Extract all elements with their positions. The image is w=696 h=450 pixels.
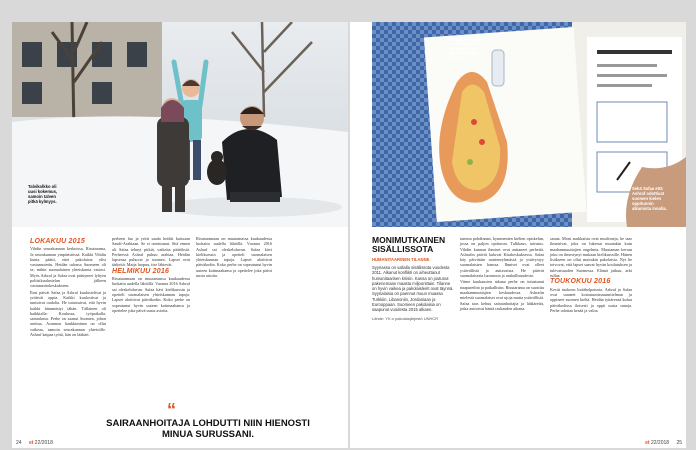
- info-box-subtitle: HUMANITAARINEN TILANNE: [372, 257, 430, 262]
- pull-quote: SAIRAANHOITAJA LOHDUTTI NIIN HIENOSTI MINUA SURUSSANI.: [106, 418, 310, 440]
- text-column-1: [30, 238, 106, 338]
- photo-caption: Talvikolkko oli uusi kokemus, samoin talven pitkä kylmyys.: [28, 184, 58, 204]
- issue-number: 22/2018: [34, 440, 53, 446]
- info-box-text: Syyriassa on vallalla sisällissota vuodesta 2011. Alkanut konflikti on aiheuttanut humanitaarisen kriisin. Kansa on joutunut pakenemaan maasta miljoonittain. Tilanne on hyvin vaikea ja pakolaisleirit ovat täynnä. Syyrialaisia on paennut muun muassa Turkkiin, Libanoniin, Jordaniaan ja Eurooppaan. Suomeen pakolaisia on saapunut vuodesta 2015 alkaen.: [372, 265, 454, 313]
- body-paragraph: sauna. Moni asukkaista ovat muslimeja, he taas ilmaisivat, joka on lukenut muutakin kuin maahanmuuttajien ongelmia. Muutaman kerran joku on ilmestynyt mukaan kielikurssille. Hänen lisäkseen on ollut muitakin pakolaisia. Nyt he toivovat, että lapset saavat hyvän koulutuksen ja tulevaisuuden Suomessa. Elämä jatkuu, arki rullaa.: [550, 236, 632, 279]
- page-footer-right: [645, 440, 682, 446]
- text-column-4: [460, 236, 544, 312]
- photo-caption-bottom: Sekä Safaa että Ashraf odottivat suomen kielen oppitunnin alkamista innolla.: [632, 186, 667, 211]
- text-column-5: [550, 236, 632, 314]
- text-column-2: [112, 236, 190, 314]
- body-paragraph: perheen luo ja yritti saada heidät kaissaan Saudi-Arabiaan. Se ei onnistunut. Sitä ennen oli Safaa tehnyt pitkiä, vaikeita päätöksiä. Perheessä Ashraf puhuu arabiaa. Heidän lapsensa puhuvat jo suomea. Lapset ovat tärkeitä: Maija luopuu, itse lähtevät.: [112, 236, 190, 268]
- section-heading: HELMIKUU 2016: [112, 267, 170, 275]
- page-footer-left: [16, 440, 53, 446]
- page-number: 24: [16, 440, 22, 446]
- info-box-source: Lähde: YK:n pakolaisjärjestö UNHCR: [372, 315, 439, 321]
- body-paragraph: Viime kuukausien aikana perhe on tutustunut naapureihin ja paikallisiin. Risutarama on suosittu maahanmuuttajien keskuudessa. Ashrafin mielestä suomalaiset ovat ujoja mutta ystävällisiä. Safaa taas kehuu sairaanhoitajia ja lääkäreitä, jotka auttoivat häntä raskauden aikana.: [460, 279, 544, 311]
- left-page: [12, 22, 348, 448]
- magazine-logo: et: [28, 440, 34, 446]
- quote-mark: “: [167, 400, 176, 420]
- body-paragraph: Vihdin seurakunnan kerhoissa, Risutarama, Ja seurakunnan ympäristössä. Kaikki Vihdin kunta päätti, ettei pakolaisia olisi vastaanotettu. Heidän tulonsa Suomeen oli se, mihin suomalainen yhteiskunta vastasi. Myös Ashraf ja Safaa ovat pääsyneet lyhyen poliisikuulustelun jälkeen vastaanottokeskukseen.: [30, 246, 106, 289]
- body-paragraph: tarmoa pohdinnan, kymmenien kielten opiskelun, jossa on paljon opittavaa. Tulkkaus, taivutus. Vihdin kunnan ihmiset ovat auttaneet perhettä. Ashrafin päivät kuluvat Kisakeskuksessa. Safaa käy päivittäin naistenryhmässä ja ystävystyy suomalaisten kanssa. Ihmiset ovat olleet ystävällisiä ja auttavaisia. He pitävät suomalaisesta luonnosta ja rauhallisuudesta.: [460, 236, 544, 279]
- info-box-title: MONIMUTKAINEN SISÄLLISSOTA: [372, 235, 446, 254]
- right-page: [350, 22, 686, 448]
- text-column-3: [196, 236, 272, 279]
- section-heading: LOKAKUU 2015: [30, 238, 85, 245]
- magazine-logo: et: [645, 440, 650, 446]
- section-heading: TOUKOKUU 2016: [550, 278, 611, 286]
- body-paragraph: Kevät tuokoon lisäähelpotusta. Ashraf ja Safaa ovat saaneet kotoutumissuunnitelman ja oppineet suomen kieltä. Heidän tyttärensä kuluu päiväkodissa iloisesti ja oppii uusia sanoja. Perhe odottaa kesää ja valoa.: [550, 286, 632, 313]
- page-number: 25: [676, 440, 682, 446]
- body-paragraph: Ensi päivät Safaa ja Ashraf kuulustelivat ja yrittivät oppia. Kaikki kuulostivat ja tuntuivat oudolta. He tutustuivat, että hyvin kaikki hämmästyi tähän. Tällainen oli kaikkialla: Koulussa, työpaikalla, sairaalassa. Perhe on saanut Suomen, johon asettua. Asunnon hankkiminen on ollut vaikeaa, samoin seurakunnan yhteisölle. Ashraf kaipaa työtä, hän on lääkäri.: [30, 289, 106, 338]
- info-box: [372, 236, 454, 321]
- body-paragraph: Risutaramaan on muutamassa kuukaudessa luokattu uudella lähiöllä. Vuonna 2016 Ashraf sai oleskeluluvan. Safaa kävi kielikurssin ja opetteli suomalaisen yhteiskunnan tapoja. Lapset aloittivat päiväkodin. Koko perhe on sopeutunut hyvin uuteen kotimaahansa ja opettelee joka päivä uusia asioita.: [196, 236, 272, 279]
- photo-caption-top: Safaa piirsi pulpin Kuntan tarinasta. Se on täysi kaunein elämäntaiteilijan hanke.: [450, 38, 487, 60]
- body-paragraph: Risutaramaan on muutamassa kuukaudessa luokattu uudella lähiöllä. Vuonna 2016 Ashraf sai oleskeluluvan. Safaa kävi kielikurssin ja opetteli suomalaisen yhteiskunnan tapoja. Lapset aloittivat päiväkodin. Koko perhe on sopeutunut hyvin uuteen kotimaahansa ja opettelee joka päivä uusia asioita.: [112, 276, 190, 313]
- issue-number: 22/2018: [650, 440, 670, 446]
